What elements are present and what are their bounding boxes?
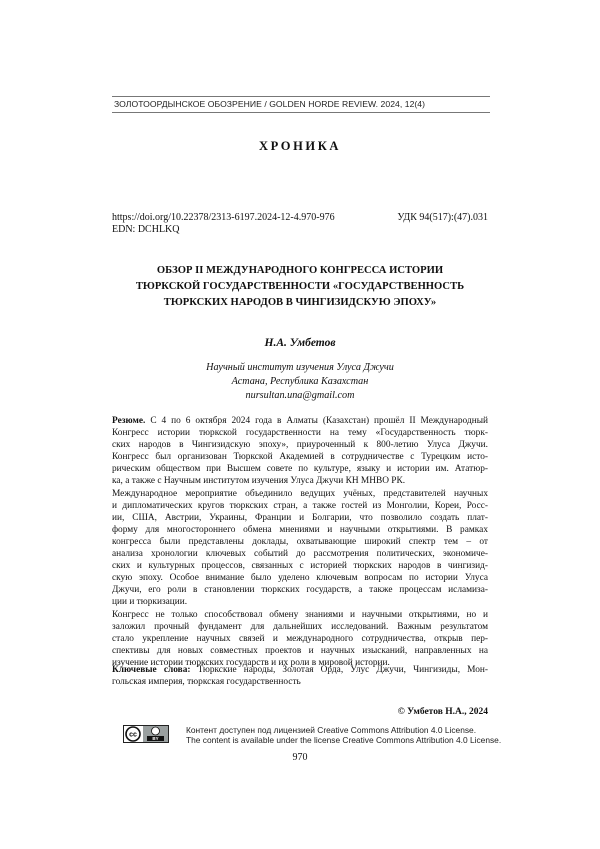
cc-by-badge[interactable]: [123, 725, 169, 743]
abstract-line: ских народов в Чингизидскую эпоху», приуроченный к 800-летию Улуса Джучи.: [112, 440, 488, 451]
doi-row: [112, 212, 488, 224]
abstract-line: анализа хронологии ключевых событий до рассмотрения политических, экономиче-: [112, 549, 488, 560]
abstract-line: ии, США, Австрии, Украины, Франции и Болгарии, что позволило создать плат-: [112, 512, 488, 523]
keywords-label: Ключевые слова:: [112, 665, 191, 675]
affiliation-city: Астана, Республика Казахстан: [231, 376, 369, 387]
author-email[interactable]: nursultan.una@gmail.com: [245, 390, 355, 401]
keywords-line: [112, 664, 488, 676]
abstract-line: форму для многостороннего обмена мнениями и научными открытиями. В рамках: [112, 524, 488, 535]
section-title: ХРОНИКА: [258, 139, 342, 153]
abstract-line: рическим обществом при Высшем совете по культуре, языку и истории им. Ататюр-: [112, 464, 488, 475]
keywords-text: Тюркские народы, Золотая Орда, Улус Джучи, Чингизиды, Мон-: [197, 665, 488, 675]
abstract-line: заложил прочный фундамент для дальнейших исследований. Важным результатом: [112, 621, 488, 632]
cc-badge-text: cc: [129, 731, 137, 739]
abstract-line: Джучи, его роли в становлении тюркских государств, а также процессам исламиза-: [112, 585, 488, 596]
edn-row: [112, 224, 488, 236]
abstract-line: спективы для новых совместных проектов и научных изысканий, направленных на: [112, 645, 488, 656]
abstract-line: Конгресс был организован Тюркской Академией в сотрудничестве с Турецким исто-: [112, 452, 488, 463]
abstract-line: Конгресс истории тюркской государственности на тему «Государственность тюрк-: [112, 428, 488, 439]
abstract-text: С 4 по 6 октября 2024 года в Алматы (Казахстан) прошёл II Международный: [150, 416, 488, 426]
abstract-line: Международное мероприятие объединило ведущих учёных, представителей научных: [112, 488, 488, 499]
license-text: [186, 725, 501, 745]
abstract-line: скую эпоху. Особое внимание было уделено ключевым вопросам по истории Улуса: [112, 573, 488, 584]
article-title: [112, 263, 488, 311]
license-en: The content is available under the license Creative Commons Attribution 4.0 License.: [186, 735, 502, 745]
doi-link[interactable]: https://doi.org/10.22378/2313-6197.2024-12-4.970-976: [112, 212, 335, 223]
author-name: Н.А. Умбетов: [264, 337, 336, 349]
copyright-notice: © Умбетов Н.А., 2024: [397, 707, 488, 717]
abstract-line: конгресса были представлены доклады, охватывающие широкий спектр тем – от: [112, 536, 488, 547]
page-number: 970: [292, 752, 308, 763]
running-head: ЗОЛОТООРДЫНСКОЕ ОБОЗРЕНИЕ / GOLDEN HORDE REVIEW. 2024, 12(4): [112, 96, 490, 113]
license-ru: Контент доступен под лицензией Creative Commons Attribution 4.0 License.: [186, 725, 477, 735]
abstract-label: Резюме.: [112, 416, 146, 426]
affiliation-institute: Научный институт изучения Улуса Джучи: [206, 362, 394, 373]
keywords: [112, 664, 488, 688]
by-badge-text: BY: [152, 736, 159, 742]
abstract-line: ции и тюркизации.: [112, 597, 188, 608]
udk-code: УДК 94(517):(47).031: [397, 212, 488, 223]
title-line: ОБЗОР II МЕЖДУНАРОДНОГО КОНГРЕССА ИСТОРИИ: [156, 265, 444, 276]
abstract-line: [112, 415, 488, 427]
abstract-line: ка, а также с Научным институтом изучения Улуса Джучи КН МНВО РК.: [112, 476, 406, 487]
abstract-line: и дипломатических кругов тюркских стран, а также гостей из Монголии, Кореи, Росс-: [112, 500, 488, 511]
person-icon: [152, 727, 160, 735]
title-line: ТЮРКСКИХ НАРОДОВ В ЧИНГИЗИДСКУЮ ЭПОХУ»: [163, 297, 437, 308]
abstract-line: Конгресс не только способствовал обмену знаниями и научными открытиями, но и: [112, 609, 488, 620]
abstract-line: изучение истории тюркских государств и их роли в мировой истории.: [112, 657, 390, 668]
abstract-line: стало укрепление научных связей и международного сотрудничества, открыв пер-: [112, 633, 488, 644]
abstract: [112, 415, 488, 669]
abstract-line: ских и культурных процессов, связанных с историей тюркских народов в чингизид-: [112, 561, 488, 572]
title-line: ТЮРКСКОЙ ГОСУДАРСТВЕННОСТИ «ГОСУДАРСТВЕННОСТЬ: [135, 281, 465, 292]
edn-code: EDN: DCHLKQ: [112, 224, 180, 235]
keywords-line: гольская империя, тюркская государственность: [112, 677, 301, 688]
